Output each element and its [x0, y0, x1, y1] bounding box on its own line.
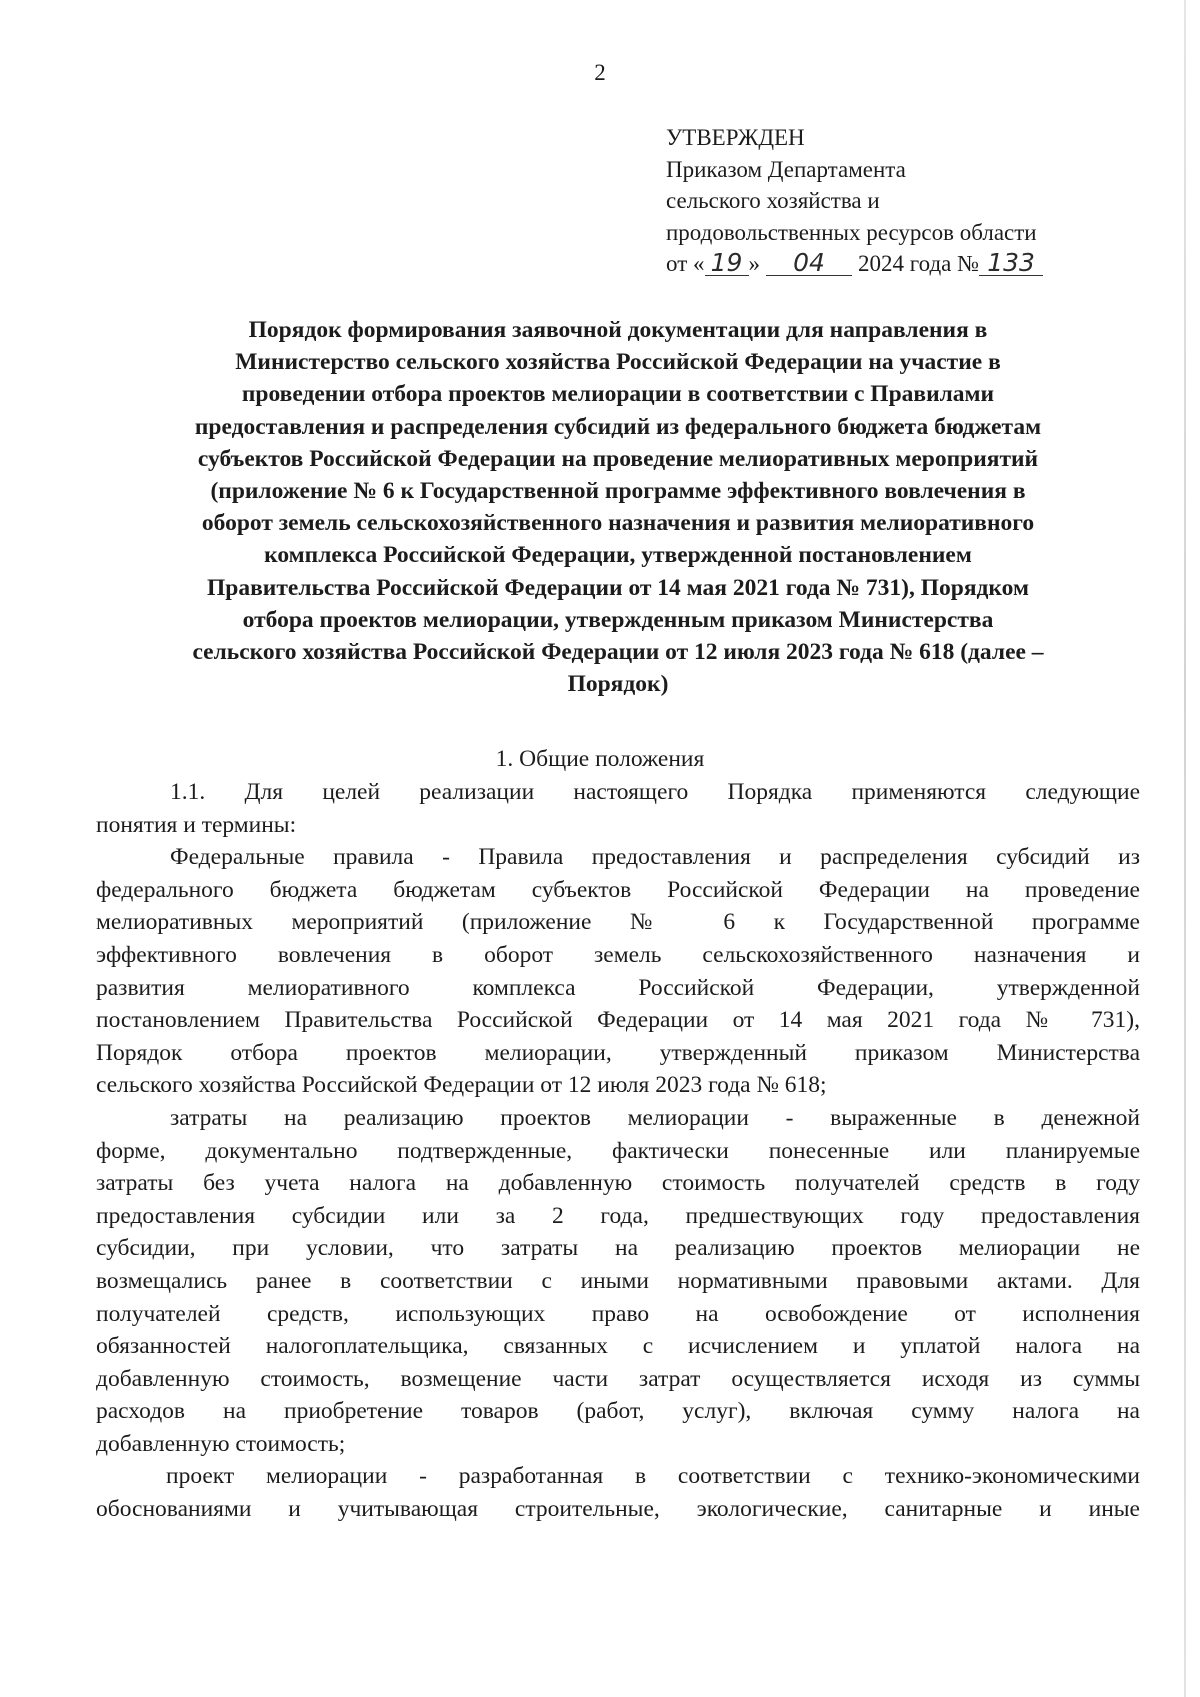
approval-year-text: 2024 года № — [858, 251, 980, 276]
text-line: затраты на реализацию проектов мелиорации - выраженные в денежной — [170, 1104, 1140, 1131]
text-line: федерального бюджета бюджетам субъектов Российской Федерации на проведение — [96, 876, 1140, 903]
text-line: обязанностей налогоплательщика, связанных с исчислением и уплатой налога на — [96, 1333, 1140, 1360]
title-line: Министерство сельского хозяйства Российской Федерации на участие в — [235, 349, 1001, 376]
title-line: проведении отбора проектов мелиорации в соответствии с Правилами — [241, 381, 995, 408]
text-line: проект мелиорации - разработанная в соответствии с технико-экономическими — [166, 1463, 1140, 1490]
title-line: Порядок) — [567, 671, 669, 698]
text-line: добавленную стоимость; — [96, 1430, 346, 1457]
text-line: субсидии, при условии, что затраты на реализацию проектов мелиорации не — [96, 1235, 1140, 1262]
section-heading: 1. Общие положения — [495, 746, 705, 772]
approval-line-2: сельского хозяйства и — [666, 188, 880, 213]
approval-day-close: » — [748, 251, 760, 276]
title-line: (приложение № 6 к Государственной программе эффективного вовлечения в — [210, 478, 1026, 505]
paragraph-1-1 — [96, 776, 1140, 841]
title-line: Правительства Российской Федерации от 14 мая 2021 года № 731), Порядком — [207, 574, 1029, 601]
text-line: затраты без учета налога на добавленную стоимость получателей средств в году — [96, 1170, 1140, 1197]
title-line: комплекса Российской Федерации, утвержденной постановлением — [264, 542, 972, 569]
text-line: возмещались ранее в соответствии с иными нормативными правовыми актами. Для — [96, 1267, 1140, 1294]
title-line: Порядок формирования заявочной документации для направления в — [248, 317, 988, 343]
approval-block — [666, 122, 1146, 280]
text-line: Федеральные правила - Правила предоставления и распределения субсидий из — [170, 844, 1140, 871]
paragraph-costs — [96, 1102, 1140, 1461]
page-number: 2 — [594, 60, 606, 85]
text-line: Порядок отбора проектов мелиорации, утвержденный приказом Министерства — [96, 1039, 1140, 1066]
text-line: добавленную стоимость, возмещение части затрат осуществляется исходя из суммы — [96, 1365, 1140, 1392]
text-line: эффективного вовлечения в оборот земель сельскохозяйственного назначения и — [96, 941, 1140, 968]
text-line: мелиоративных мероприятий (приложение № 6 к Государственной программе — [96, 909, 1140, 936]
paragraph-melioration-project — [96, 1460, 1140, 1525]
title-line: сельского хозяйства Российской Федерации от 12 июля 2023 года № 618 (далее – — [192, 639, 1044, 666]
document-title — [96, 314, 1140, 700]
approval-day: 19 — [705, 251, 749, 276]
approval-date-prefix: от « — [666, 251, 705, 276]
approval-month: 04 — [766, 251, 852, 276]
text-line: 1.1. Для целей реализации настоящего Порядка применяются следующие — [170, 779, 1140, 805]
text-line: получателей средств, использующих право на освобождение от исполнения — [96, 1300, 1140, 1327]
approval-status: УТВЕРЖДЕН — [666, 125, 805, 150]
text-line: форме, документально подтвержденные, фактически понесенные или планируемые — [96, 1137, 1140, 1164]
approval-line-1: Приказом Департамента — [666, 156, 906, 182]
title-line: отбора проектов мелиорации, утвержденным приказом Министерства — [242, 606, 994, 633]
approval-date-line — [666, 248, 1146, 280]
body-text — [96, 776, 1140, 1526]
approval-line-3: продовольственных ресурсов области — [666, 219, 1037, 245]
scan-edge — [1184, 0, 1186, 1697]
text-line: расходов на приобретение товаров (работ, услуг), включая сумму налога на — [96, 1398, 1140, 1425]
text-line: развития мелиоративного комплекса Российской Федерации, утвержденной — [96, 974, 1140, 1001]
text-line: сельского хозяйства Российской Федерации от 12 июля 2023 года № 618; — [96, 1072, 827, 1099]
approval-number: 133 — [979, 251, 1043, 276]
title-line: оборот земель сельскохозяйственного назначения и развития мелиоративного — [201, 510, 1035, 537]
text-line: постановлением Правительства Российской Федерации от 14 мая 2021 года № 731), — [96, 1007, 1140, 1034]
title-line: субъектов Российской Федерации на проведение мелиоративных мероприятий — [197, 445, 1039, 472]
paragraph-federal-rules — [96, 841, 1140, 1102]
text-line: предоставления субсидии или за 2 года, предшествующих году предоставления — [96, 1202, 1140, 1229]
text-line: обоснованиями и учитывающая строительные, экологические, санитарные и иные — [96, 1496, 1140, 1523]
text-line: понятия и термины: — [96, 811, 297, 838]
title-line: предоставления и распределения субсидий из федерального бюджета бюджетам — [194, 413, 1042, 440]
